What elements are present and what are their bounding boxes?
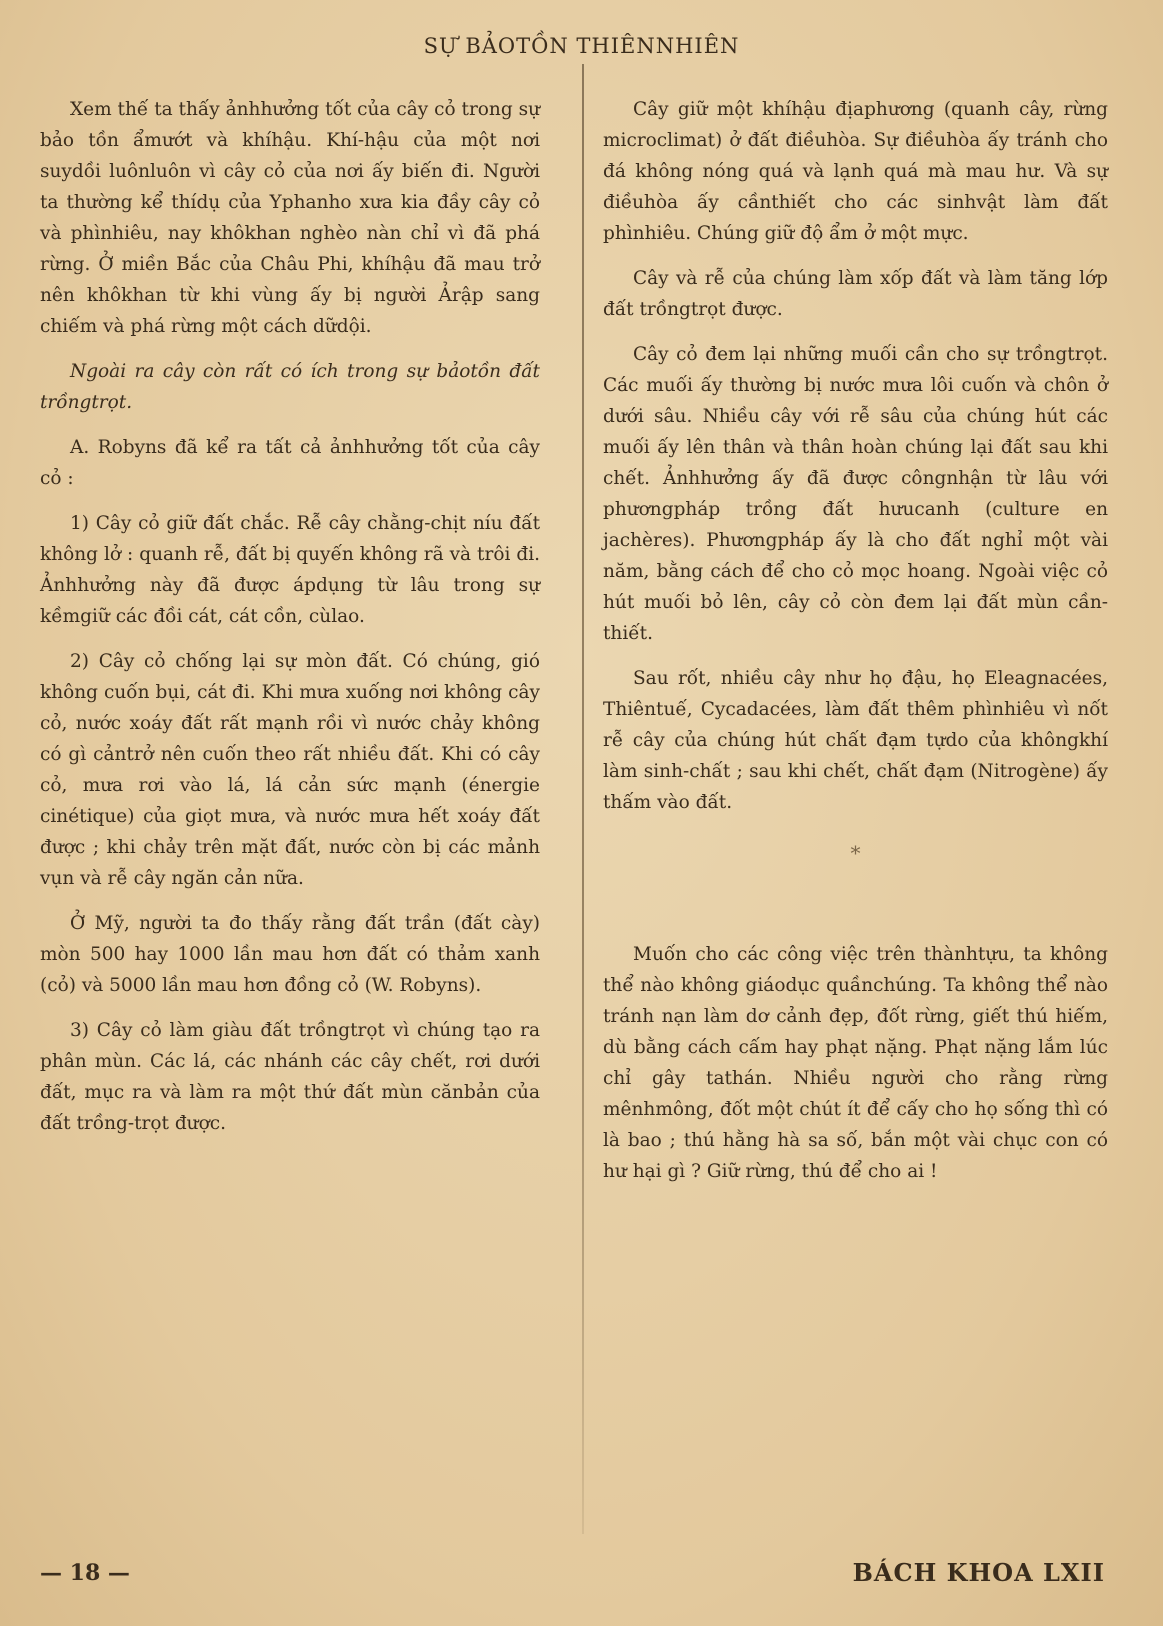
column-divider xyxy=(582,64,584,1534)
paragraph: Cây và rễ của chúng làm xốp đất và làm tăng lớp đất trồngtrọt được. xyxy=(603,268,1108,320)
publication-name: BÁCH KHOA LXII xyxy=(852,1558,1105,1587)
right-column xyxy=(603,94,1108,1201)
paragraph: A. Robyns đã kể ra tất cả ảnhhưởng tốt của cây cỏ : xyxy=(40,437,540,489)
paragraph: Ở Mỹ, người ta đo thấy rằng đất trần (đất cày) mòn 500 hay 1000 lần mau hơn đất có thảm xanh (cỏ) và 5000 lần mau hơn đồng cỏ (W. Robyns). xyxy=(40,913,540,996)
paragraph: Xem thế ta thấy ảnhhưởng tốt của cây cỏ trong sự bảo tồn ẩmướt và khíhậu. Khí-hậu của một nơi suydồi luônluôn vì cây cỏ của nơi ấy biến đi. Người ta thường kể thídụ của Yphanho xưa kia đầy cây cỏ và phìnhiêu, nay khôkhan nghèo nàn chỉ vì đã phá rừng. Ở miền Bắc của Châu Phi, khíhậu đã mau trở nên khôkhan từ khi vùng ấy bị người Ảrập sang chiếm và phá rừng một cách dữdội. xyxy=(40,99,540,337)
list-item: 3) Cây cỏ làm giàu đất trồngtrọt vì chúng tạo ra phân mùn. Các lá, các nhánh các cây chết, rơi dưới đất, mục ra và làm ra một thứ đất mùn cănbản của đất trồng-trọt được. xyxy=(40,1020,540,1134)
paragraph: Muốn cho các công việc trên thànhtựu, ta không thể nào không giáodục quầnchúng. Ta không thể nào tránh nạn làm dơ cảnh đẹp, đốt rừng, giết thú hiếm, dù bằng cách cấm hay phạt nặng. Phạt nặng lắm lúc chỉ gây tathán. Nhiều người cho rằng rừng mênhmông, đốt một chút ít để cấy cho họ sống thì có là bao ; thú hằng hà sa số, bắn một vài chục con có hư hại gì ? Giữ rừng, thú để cho ai ! xyxy=(603,944,1108,1182)
paragraph: Sau rốt, nhiều cây như họ đậu, họ Eleagnacées, Thiêntuế, Cycadacées, làm đất thêm phìnhiêu vì nốt rễ cây của chúng hút chất đạm tựdo của khôngkhí làm sinh-chất ; sau khi chết, chất đạm (Nitrogène) ấy thấm vào đất. xyxy=(603,668,1108,813)
italic-paragraph: Ngoài ra cây còn rất có ích trong sự bảotồn đất trồngtrọt. xyxy=(40,361,540,413)
section-separator: * xyxy=(850,841,861,865)
paragraph: Cây cỏ đem lại những muối cần cho sự trồngtrọt. Các muối ấy thường bị nước mưa lôi cuốn và chôn ở dưới sâu. Nhiều cây với rễ sâu của chúng hút các muối ấy lên thân và thân hoàn chúng lại đất sau khi chết. Ảnhhưởng ấy đã được côngnhận từ lâu với phươngpháp trồng đất hưucanh (culture en jachères). Phươngpháp ấy là cho đất nghỉ một vài năm, bằng cách để cho cỏ mọc hoang. Ngoài việc cỏ hút muối bỏ lên, cây cỏ còn đem lại đất mùn cần-thiết. xyxy=(603,344,1108,644)
list-item: 1) Cây cỏ giữ đất chắc. Rễ cây chằng-chịt níu đất không lở : quanh rễ, đất bị quyến không rã và trôi đi. Ảnhhưởng này đã được ápdụng từ lâu trong sự kềmgiữ các đồi cát, cát cồn, cùlao. xyxy=(40,513,540,627)
paragraph: Cây giữ một khíhậu địaphương (quanh cây, rừng microclimat) ở đất điềuhòa. Sự điềuhòa ấy tránh cho đá không nóng quá và lạnh quá mà mau hư. Và sự điềuhòa ấy cầnthiết cho các sinhvật làm đất phìnhiêu. Chúng giữ độ ẩm ở một mực. xyxy=(603,99,1108,244)
page-number: — 18 — xyxy=(40,1560,130,1586)
list-item: 2) Cây cỏ chống lại sự mòn đất. Có chúng, gió không cuốn bụi, cát đi. Khi mưa xuống nơi không cây cỏ, nước xoáy đất rất mạnh rồi vì nước chảy không có gì cảntrở nên cuốn theo rất nhiều đất. Khi có cây cỏ, mưa rơi vào lá, lá cản sức mạnh (énergie cinétique) của giọt mưa, và nước mưa hết xoáy đất được ; khi chảy trên mặt đất, nước còn bị các mảnh vụn và rễ cây ngăn cản nữa. xyxy=(40,651,540,889)
running-head: SỰ BẢOTỒN THIÊNNHIÊN xyxy=(423,34,740,58)
left-column xyxy=(40,94,540,1153)
